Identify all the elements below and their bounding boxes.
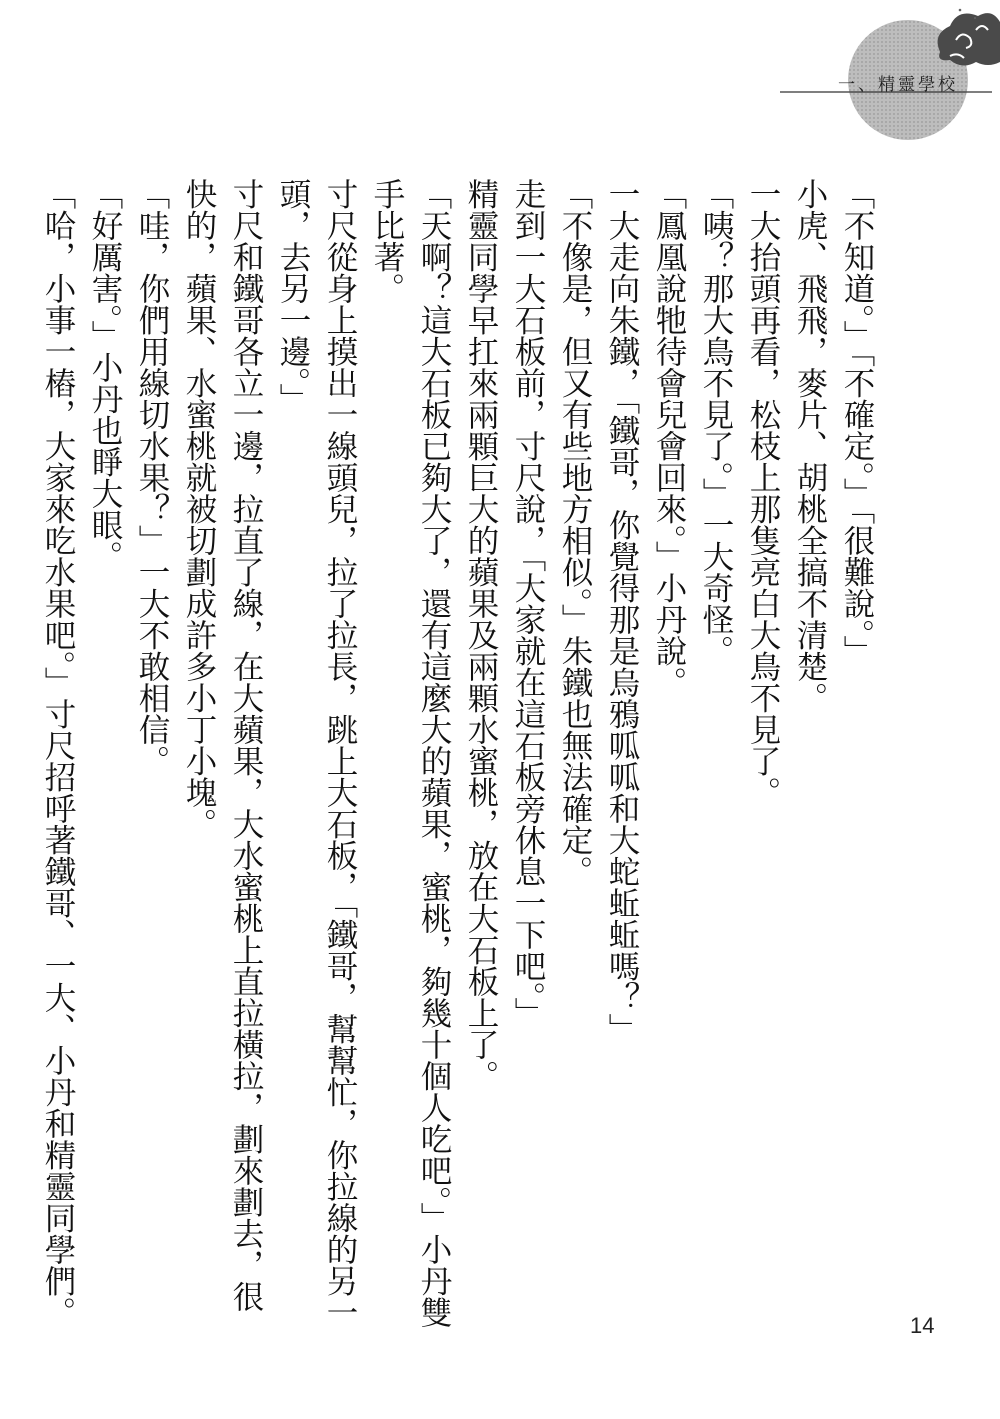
paragraph: 寸尺從身上摸出一線頭兒，拉了拉長，跳上大石板，「鐵哥，幫幫忙，你拉線的另一頭，去另一邊。」 <box>275 178 358 1328</box>
paragraph: 「好厲害。」小丹也睜大眼。 <box>87 178 123 572</box>
paragraph: 「天啊？這大石板已夠大了，還有這麼大的蘋果，蜜桃，夠幾十個人吃吧。」小丹雙手比著。 <box>369 178 452 1328</box>
page-number: 14 <box>910 1313 935 1338</box>
paragraph: 「咦？那大鳥不見了。」一大奇怪。 <box>698 178 734 667</box>
paragraph: 「哈，小事一樁，大家來吃水果吧。」寸尺招呼著鐵哥、一大、小丹和精靈同學們。 <box>40 178 76 1328</box>
paragraph: 「鳳凰說牠待會兒會回來。」小丹說。 <box>651 178 687 698</box>
paragraph: 「哇，你們用線切水果？」一大不敢相信。 <box>134 178 170 777</box>
story-text <box>40 178 880 1328</box>
paragraph: 「不像是，但又有些地方相似。」朱鐵也無法確定。 <box>557 178 593 887</box>
paragraph: 小虎、飛飛，麥片、胡桃全搞不清楚。 <box>792 178 828 714</box>
paragraph: 一大走向朱鐵，「鐵哥，你覺得那是烏鴉呱呱和大蛇蚯蚯嗎？」 <box>604 178 640 1045</box>
paragraph: 「不知道。」「不確定。」「很難說。」 <box>839 178 875 667</box>
paragraph: 精靈同學早扛來兩顆巨大的蘋果及兩顆水蜜桃，放在大石板上了。 <box>463 178 499 1092</box>
paragraph: 一大抬頭再看，松枝上那隻亮白大鳥不見了。 <box>745 178 781 808</box>
paragraph: 寸尺和鐵哥各立一邊，拉直了線，在大蘋果，大水蜜桃上直拉橫拉，劃來劃去，很快的，蘋果、水蜜桃就被切劃成許多小丁小塊。 <box>181 178 264 1312</box>
chapter-title: 一、精靈學校 <box>838 75 958 95</box>
paragraph: 走到一大石板前，寸尺說，「大家就在這石板旁休息一下吧。」 <box>510 178 546 1029</box>
chapter-header <box>760 0 1000 150</box>
